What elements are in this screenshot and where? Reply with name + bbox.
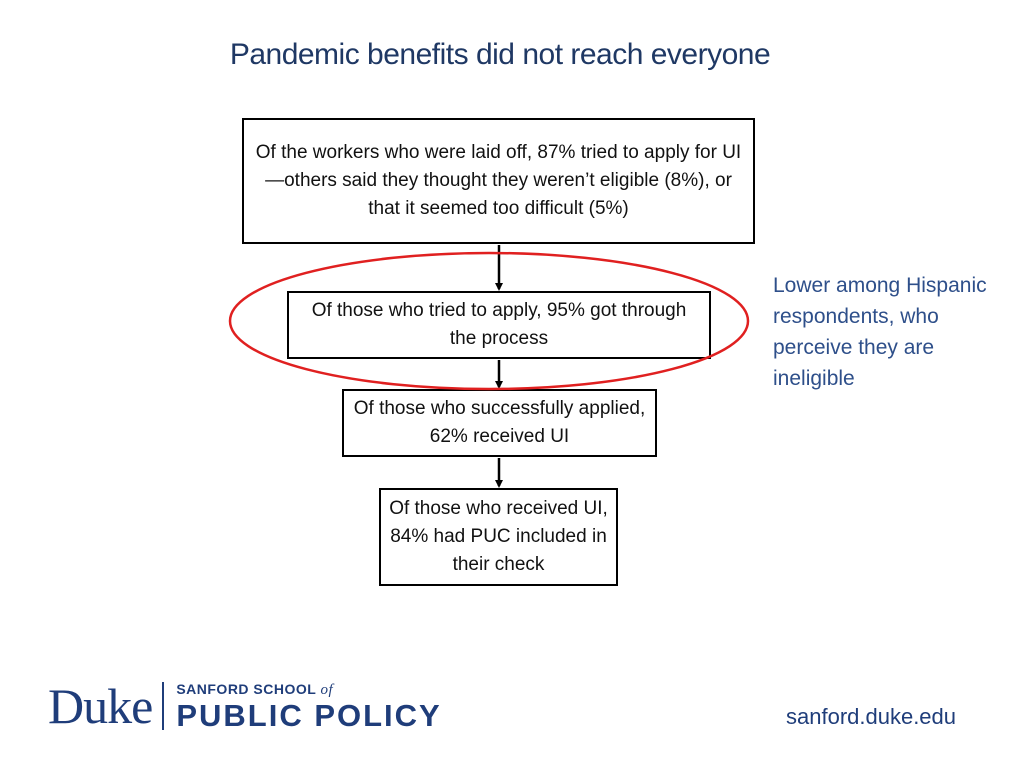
duke-sanford-logo: [48, 676, 442, 736]
flow-step-text: Of those who received UI, 84% had PUC included in their check: [389, 498, 608, 575]
slide-title: Pandemic benefits did not reach everyone: [229, 38, 771, 71]
logo-school-of: of: [320, 681, 334, 698]
logo-duke-wordmark: Duke: [48, 678, 153, 734]
logo-divider: [162, 682, 164, 730]
flow-step-puc: [379, 488, 618, 586]
flow-step-received-ui: [342, 389, 657, 457]
flow-step-laid-off: [242, 118, 755, 244]
website-url: sanford.duke.edu: [786, 704, 957, 729]
flow-step-applied: [287, 291, 711, 359]
logo-school-line: SANFORD SCHOOL of: [176, 680, 334, 698]
logo-policy-line: PUBLIC POLICY: [176, 697, 442, 733]
flow-step-text: Of those who tried to apply, 95% got through the process: [311, 300, 687, 349]
flow-step-text: Of those who successfully applied, 62% received UI: [353, 398, 646, 447]
flow-step-text: Of the workers who were laid off, 87% tried to apply for UI—others said they thought they weren’t eligible (8%), or that it seemed too difficult (5%): [255, 142, 742, 219]
annotation-note: Lower among Hispanic respondents, who perceive they are ineligible: [773, 274, 987, 390]
logo-school-block: [176, 680, 441, 733]
